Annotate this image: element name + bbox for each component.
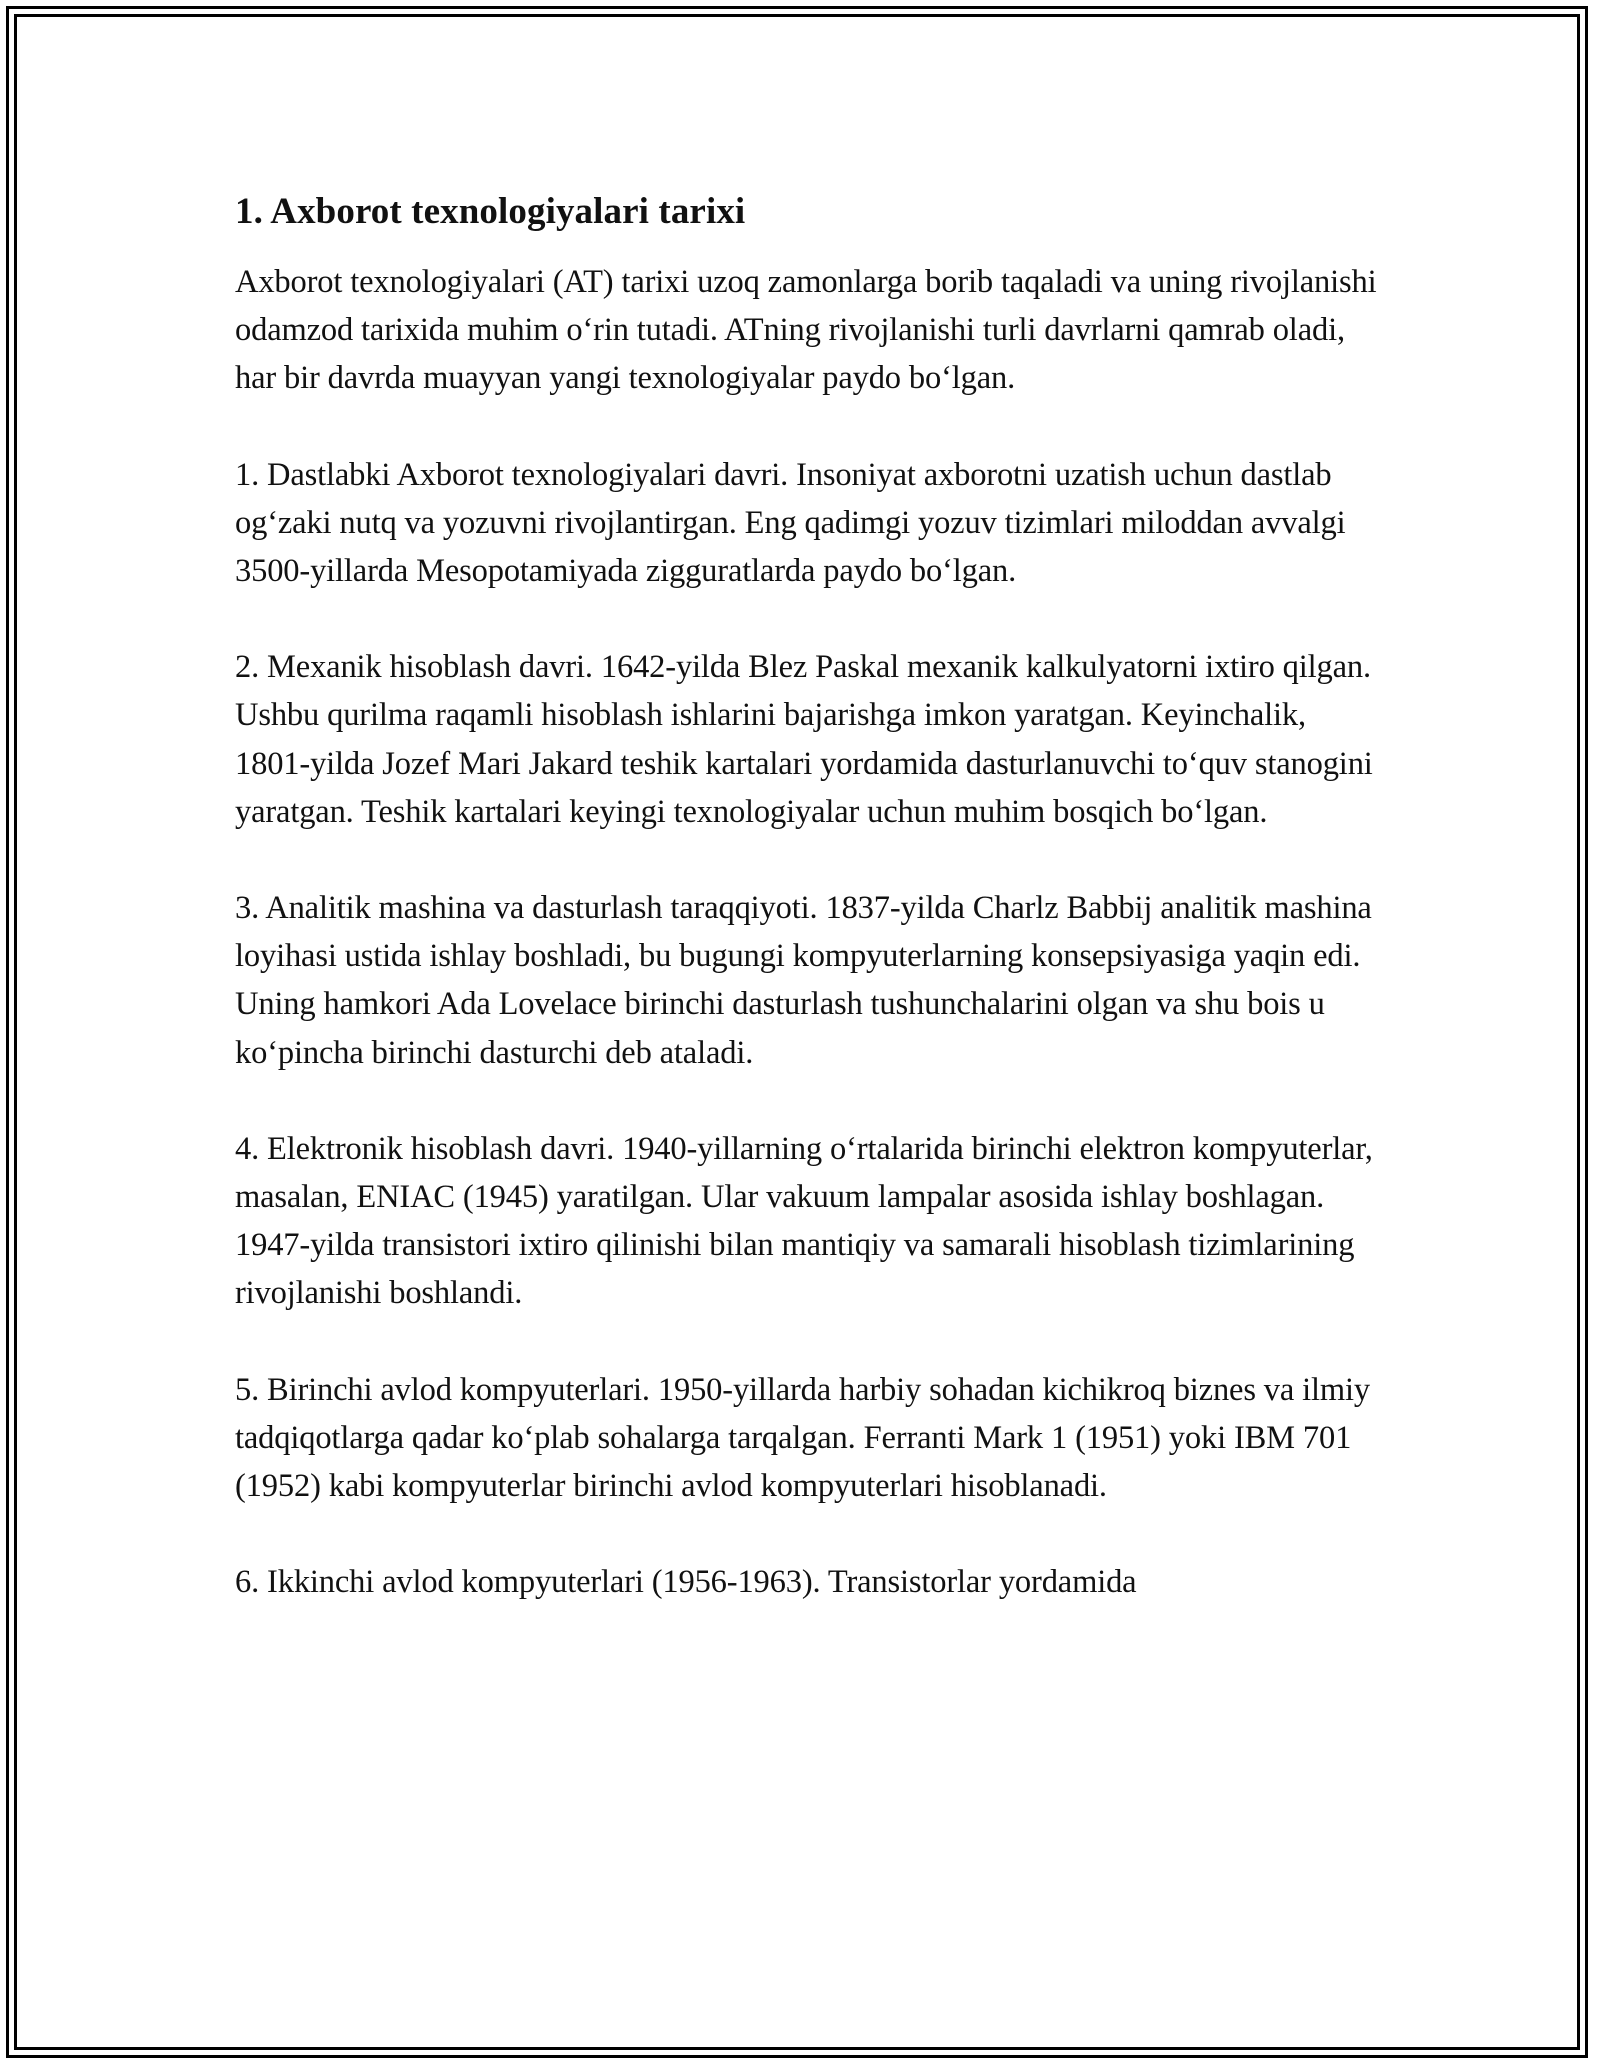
paragraph-second-generation: 6. Ikkinchi avlod kompyuterlari (1956-1963). Transistorlar yordamida <box>235 1564 1137 1601</box>
paragraph-analytical-engine: 3. Analitik mashina va dasturlash taraqqiyoti. 1837-yilda Charlz Babbij analitik mashina loyihasi ustida ishlay boshladi, bu bugungi kompyuterlarning konsepsiyasiga yaqin edi. Uning hamkori Ada Lovelace birinchi dasturlash tushunchalarini olgan va shu bois u ko‘pincha birinchi dasturchi deb ataladi. <box>235 890 1372 1071</box>
paragraph-intro: Axborot texnologiyalari (AT) tarixi uzoq zamonlarga borib taqaladi va uning rivojlanishi odamzod tarixida muhim o‘rin tutadi. ATning rivojlanishi turli davrlarni qamrab oladi, har bir davrda muayyan yangi texnologiyalar paydo bo‘lgan. <box>235 264 1377 397</box>
paragraph-first-generation: 5. Birinchi avlod kompyuterlari. 1950-yillarda harbiy sohadan kichikroq biznes va ilmiy tadqiqotlarga qadar ko‘plab sohalarga tarqalgan. Ferranti Mark 1 (1951) yoki IBM 701 (1952) kabi kompyuterlar birinchi avlod kompyuterlari hisoblanadi. <box>235 1371 1371 1505</box>
paragraph-electronic-computing: 4. Elektronik hisoblash davri. 1940-yillarning o‘rtalarida birinchi elektron kompyuterlar, masalan, ENIAC (1945) yaratilgan. Ular vakuum lampalar asosida ishlay boshlagan. 1947-yilda transistori ixtiro qilinishi bilan mantiqiy va samarali hisoblash tizimlarining rivojlanishi boshlandi. <box>235 1130 1373 1312</box>
document-body <box>235 188 1380 1654</box>
paragraph-mechanical-computing: 2. Mexanik hisoblash davri. 1642-yilda Blez Paskal mexanik kalkulyatorni ixtiro qilgan. Ushbu qurilma raqamli hisoblash ishlarini bajarishga imkon yaratgan. Keyinchalik, 1801-yilda Jozef Mari Jakard teshik kartalari yordamida dasturlanuvchi to‘quv stanogini yaratgan. Teshik kartalari keyingi texnologiyalar uchun muhim bosqich bo‘lgan. <box>235 649 1373 830</box>
document-title: 1. Axborot texnologiyalari tarixi <box>235 191 746 232</box>
paragraph-early-it-era: 1. Dastlabki Axborot texnologiyalari davri. Insoniyat axborotni uzatish uchun dastlab og‘zaki nutq va yozuvni rivojlantirgan. Eng qadimgi yozuv tizimlari miloddan avvalgi 3500-yillarda Mesopotamiyada zigguratlarda paydo bo‘lgan. <box>235 456 1346 590</box>
